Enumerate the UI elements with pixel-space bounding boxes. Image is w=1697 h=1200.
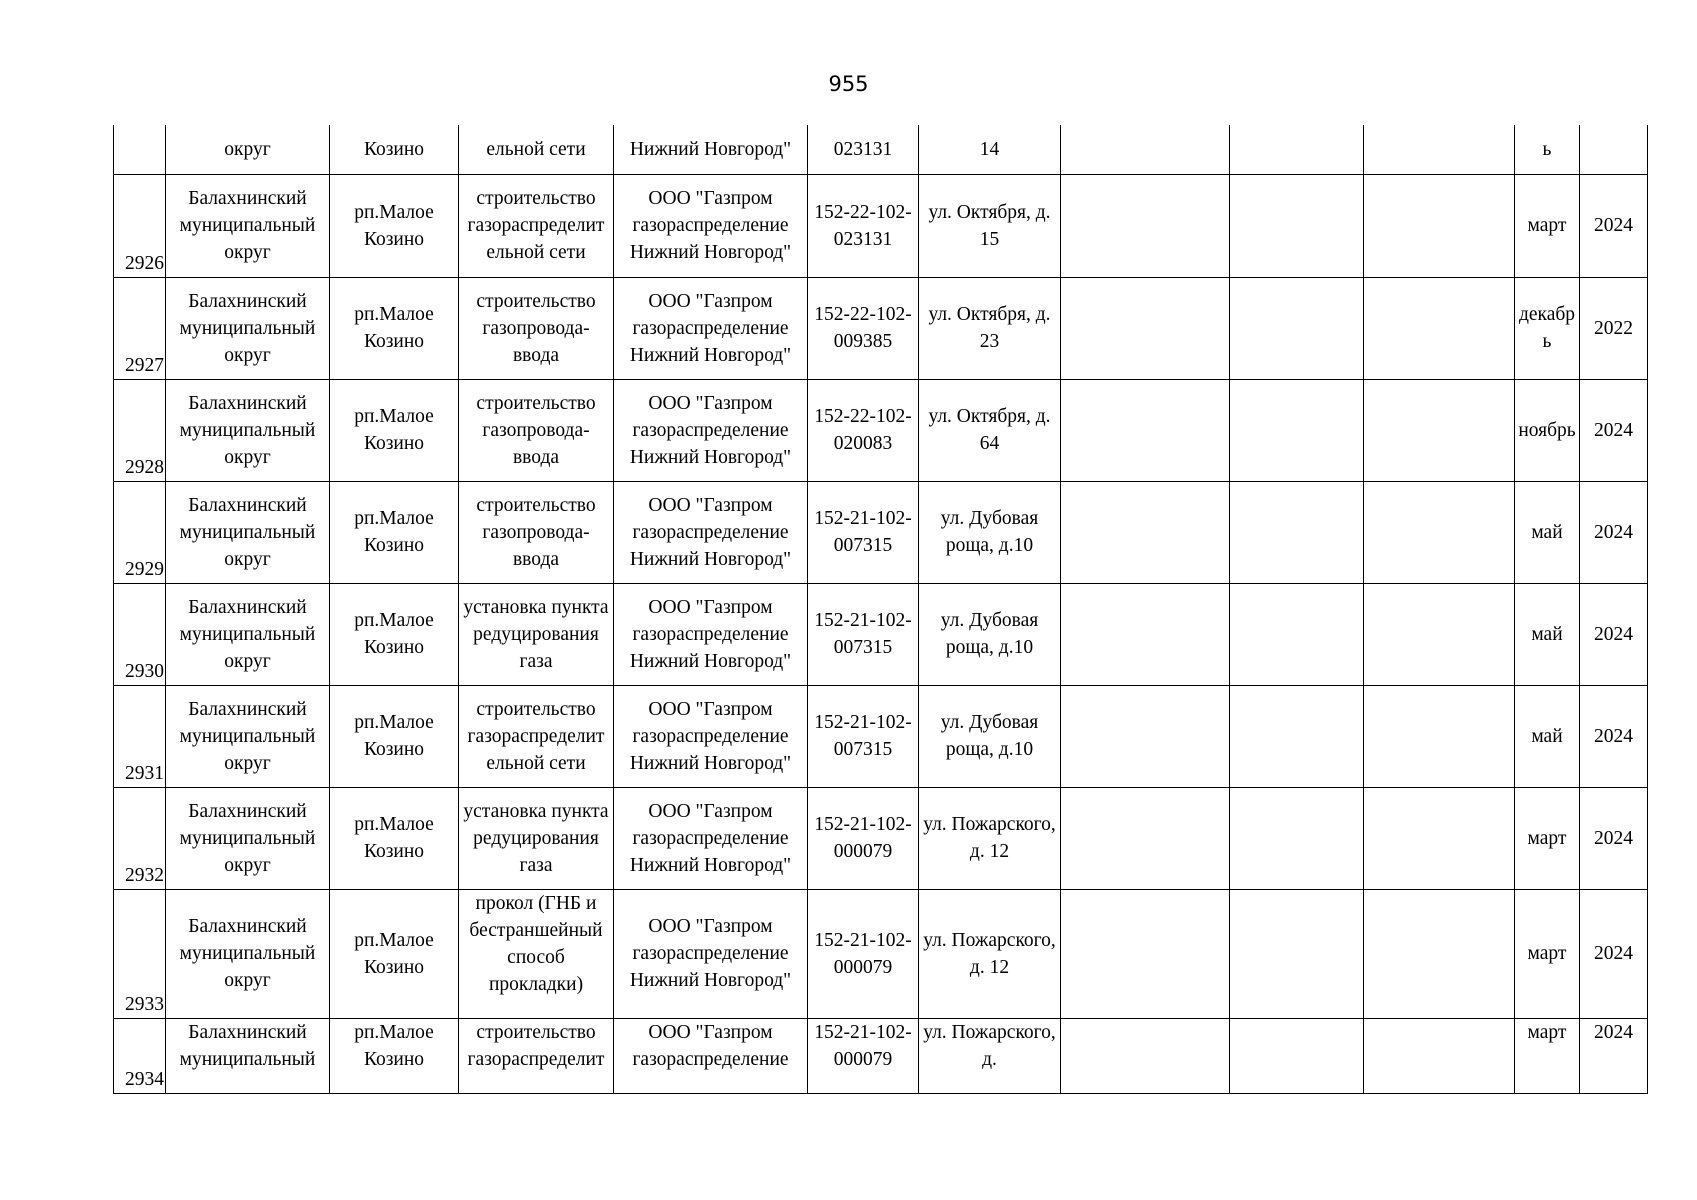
work-type-cell: прокол (ГНБ и бестраншейный способ прокладки) [459,889,614,1018]
month-cell: март [1515,1018,1580,1093]
organization-cell: ООО "Газпром газораспределение Нижний Новгород" [614,583,808,685]
work-type-cell: ельной сети [459,125,614,174]
year-cell: 2024 [1580,1018,1648,1093]
code-cell: 023131 [808,125,919,174]
empty-cell-8 [1061,889,1230,1018]
address-cell: ул. Пожарского, д. 12 [919,889,1061,1018]
organization-cell: ООО "Газпром газораспределение Нижний Новгород" [614,889,808,1018]
settlement-cell: рп.Малое Козино [330,277,459,379]
row-number: 2928 [114,379,166,481]
district-cell: Балахнинский муниципальный округ [166,583,330,685]
organization-cell: ООО "Газпром газораспределение Нижний Новгород" [614,481,808,583]
year-cell: 2022 [1580,277,1648,379]
table-row [114,787,1648,889]
empty-cell-9 [1230,481,1364,583]
settlement-cell: рп.Малое Козино [330,889,459,1018]
district-cell: Балахнинский муниципальный округ [166,174,330,277]
work-type-cell: строительство газопровода-ввода [459,379,614,481]
empty-cell-10 [1364,481,1515,583]
organization-cell: ООО "Газпром газораспределение Нижний Новгород" [614,685,808,787]
register-body [114,125,1648,1093]
month-cell: март [1515,787,1580,889]
empty-cell-9 [1230,1018,1364,1093]
code-cell: 152-22-102-009385 [808,277,919,379]
work-type-cell: строительство газораспределит ельной сети [459,685,614,787]
district-cell: Балахнинский муниципальный округ [166,379,330,481]
address-cell: ул. Пожарского, д. 12 [919,787,1061,889]
table-row [114,174,1648,277]
address-cell: 14 [919,125,1061,174]
address-cell: ул. Дубовая роща, д.10 [919,481,1061,583]
empty-cell-9 [1230,685,1364,787]
organization-cell: ООО "Газпром газораспределение Нижний Новгород" [614,787,808,889]
empty-cell-8 [1061,685,1230,787]
empty-cell-8 [1061,379,1230,481]
year-cell: 2024 [1580,583,1648,685]
address-cell: ул. Пожарского, д. [919,1018,1061,1093]
address-cell: ул. Дубовая роща, д.10 [919,685,1061,787]
table-row [114,481,1648,583]
district-cell: Балахнинский муниципальный округ [166,481,330,583]
settlement-cell: рп.Малое Козино [330,583,459,685]
district-cell: Балахнинский муниципальный округ [166,889,330,1018]
empty-cell-9 [1230,889,1364,1018]
table-row [114,1018,1648,1093]
code-cell: 152-21-102-007315 [808,685,919,787]
empty-cell-8 [1061,277,1230,379]
row-number: 2934 [114,1018,166,1093]
empty-cell-10 [1364,1018,1515,1093]
work-type-cell: строительство газораспределит ельной сети [459,174,614,277]
empty-cell-9 [1230,787,1364,889]
month-cell: ь [1515,125,1580,174]
work-type-cell: строительство газопровода-ввода [459,277,614,379]
empty-cell-9 [1230,379,1364,481]
settlement-cell: рп.Малое Козино [330,787,459,889]
empty-cell-9 [1230,125,1364,174]
year-cell: 2024 [1580,889,1648,1018]
year-cell: 2024 [1580,685,1648,787]
organization-cell: ООО "Газпром газораспределение [614,1018,808,1093]
month-cell: декабр ь [1515,277,1580,379]
code-cell: 152-21-102-000079 [808,889,919,1018]
organization-cell: Нижний Новгород" [614,125,808,174]
year-cell: 2024 [1580,174,1648,277]
table-row [114,379,1648,481]
year-cell: 2024 [1580,787,1648,889]
code-cell: 152-22-102-020083 [808,379,919,481]
settlement-cell: рп.Малое Козино [330,685,459,787]
month-cell: май [1515,583,1580,685]
table-row-continued [114,125,1648,174]
code-cell: 152-21-102-000079 [808,1018,919,1093]
month-cell: март [1515,174,1580,277]
row-number: 2926 [114,174,166,277]
empty-cell-8 [1061,787,1230,889]
settlement-cell: рп.Малое Козино [330,174,459,277]
empty-cell-10 [1364,889,1515,1018]
empty-cell-8 [1061,1018,1230,1093]
month-cell: март [1515,889,1580,1018]
address-cell: ул. Октября, д. 15 [919,174,1061,277]
empty-cell-8 [1061,481,1230,583]
settlement-cell: рп.Малое Козино [330,481,459,583]
work-type-cell: строительство газопровода-ввода [459,481,614,583]
organization-cell: ООО "Газпром газораспределение Нижний Новгород" [614,277,808,379]
row-number [114,125,166,174]
table-row [114,685,1648,787]
organization-cell: ООО "Газпром газораспределение Нижний Новгород" [614,379,808,481]
empty-cell-8 [1061,583,1230,685]
district-cell: округ [166,125,330,174]
empty-cell-10 [1364,685,1515,787]
district-cell: Балахнинский муниципальный округ [166,277,330,379]
table-row [114,277,1648,379]
row-number: 2931 [114,685,166,787]
register-table [113,125,1648,1094]
district-cell: Балахнинский муниципальный округ [166,685,330,787]
empty-cell-9 [1230,277,1364,379]
row-number: 2930 [114,583,166,685]
empty-cell-8 [1061,174,1230,277]
district-cell: Балахнинский муниципальный округ [166,787,330,889]
empty-cell-10 [1364,787,1515,889]
work-type-cell: установка пункта редуцирования газа [459,583,614,685]
district-cell: Балахнинский муниципальный [166,1018,330,1093]
row-number: 2933 [114,889,166,1018]
work-type-cell: строительство газораспределит [459,1018,614,1093]
empty-cell-8 [1061,125,1230,174]
address-cell: ул. Октября, д. 23 [919,277,1061,379]
organization-cell: ООО "Газпром газораспределение Нижний Новгород" [614,174,808,277]
row-number: 2932 [114,787,166,889]
row-number: 2929 [114,481,166,583]
empty-cell-9 [1230,174,1364,277]
empty-cell-10 [1364,583,1515,685]
code-cell: 152-21-102-007315 [808,583,919,685]
code-cell: 152-21-102-007315 [808,481,919,583]
year-cell: 2024 [1580,481,1648,583]
settlement-cell: рп.Малое Козино [330,1018,459,1093]
table-row [114,889,1648,1018]
month-cell: май [1515,481,1580,583]
page-number: 955 [828,72,869,96]
empty-cell-9 [1230,583,1364,685]
empty-cell-10 [1364,379,1515,481]
work-type-cell: установка пункта редуцирования газа [459,787,614,889]
settlement-cell: Козино [330,125,459,174]
row-number: 2927 [114,277,166,379]
code-cell: 152-22-102-023131 [808,174,919,277]
year-cell [1580,125,1648,174]
month-cell: май [1515,685,1580,787]
month-cell: ноябрь [1515,379,1580,481]
empty-cell-10 [1364,174,1515,277]
year-cell: 2024 [1580,379,1648,481]
table-row [114,583,1648,685]
address-cell: ул. Дубовая роща, д.10 [919,583,1061,685]
settlement-cell: рп.Малое Козино [330,379,459,481]
code-cell: 152-21-102-000079 [808,787,919,889]
address-cell: ул. Октября, д. 64 [919,379,1061,481]
empty-cell-10 [1364,125,1515,174]
empty-cell-10 [1364,277,1515,379]
